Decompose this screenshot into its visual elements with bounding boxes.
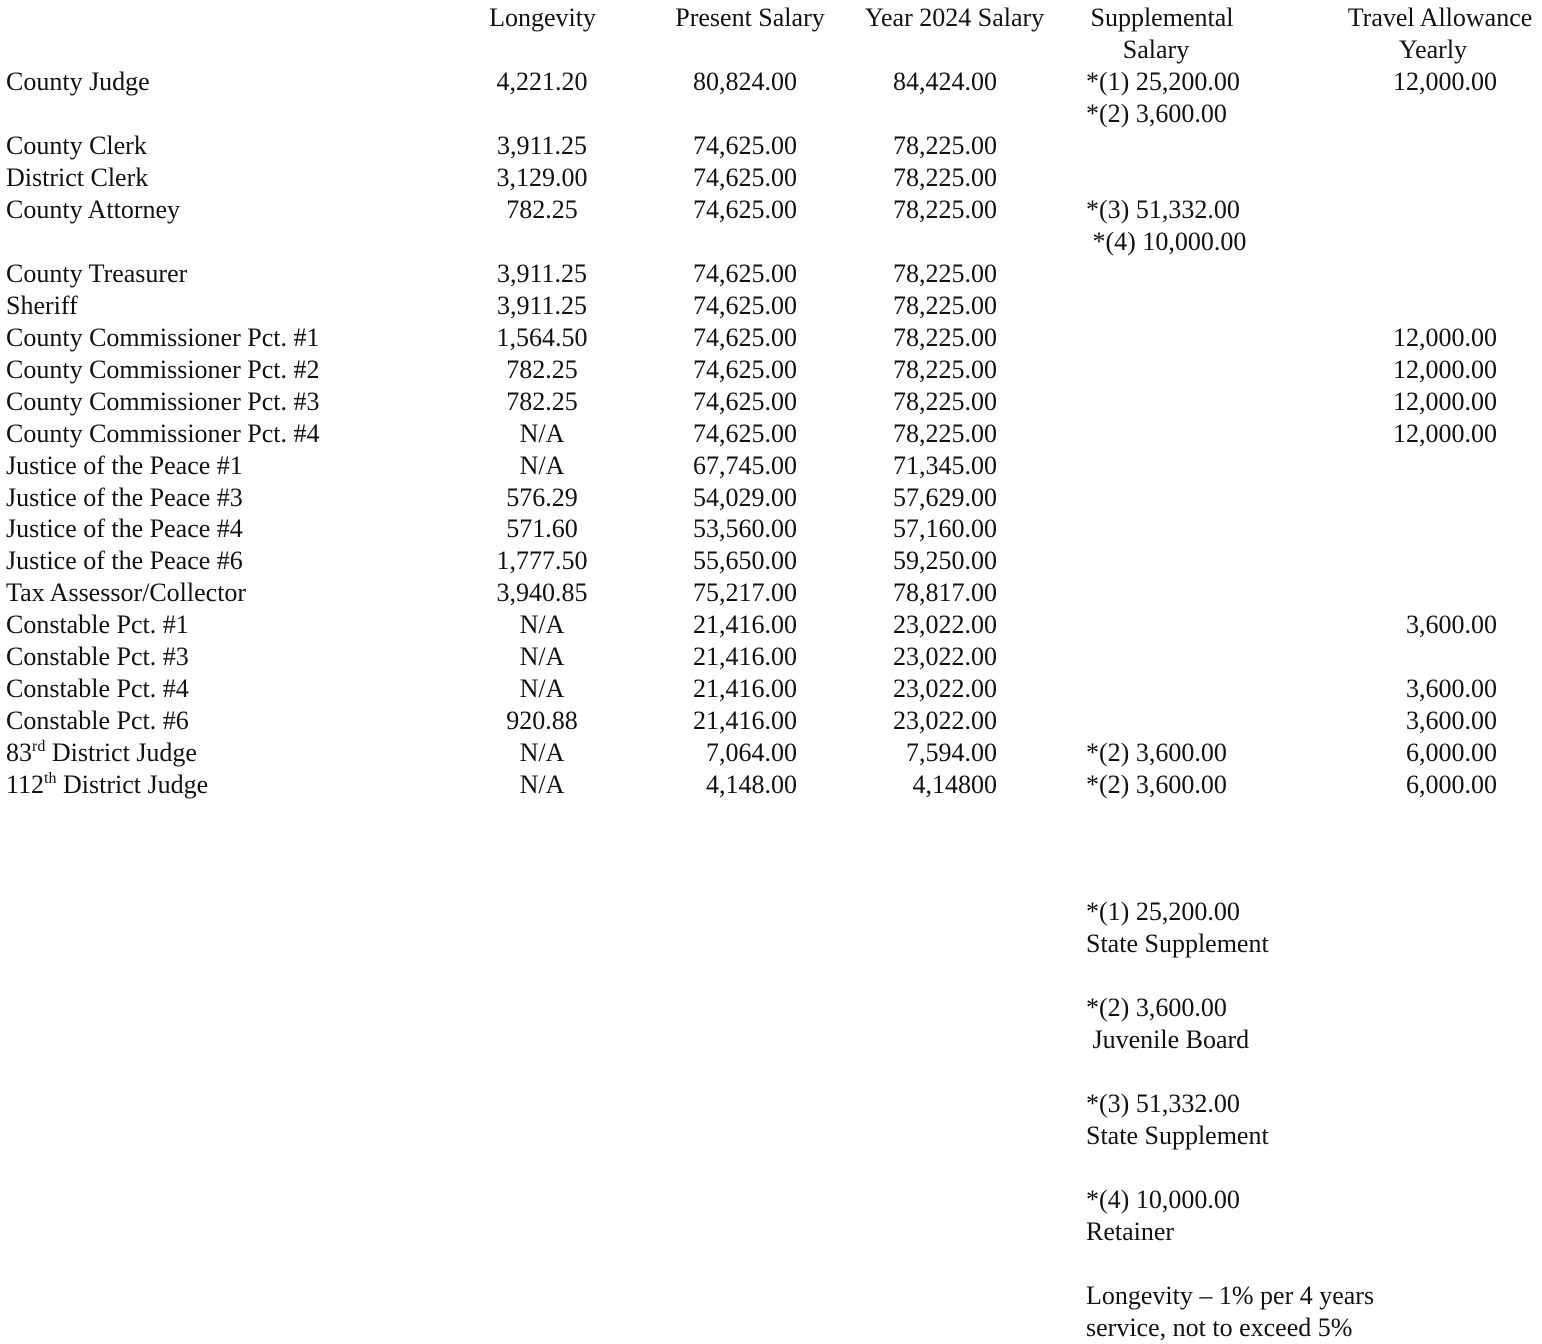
office-title: County Judge: [6, 67, 150, 96]
office-title: Constable Pct. #1: [6, 610, 189, 639]
present-salary-value: 67,745.00: [693, 451, 797, 480]
present-salary-value: 74,625.00: [693, 195, 797, 224]
travel-allowance-value: 6,000.00: [1406, 770, 1497, 799]
longevity-value: 1,777.50: [496, 546, 588, 575]
office-title: County Treasurer: [6, 259, 188, 288]
longevity-value: N/A: [519, 770, 565, 799]
header-travel-yearly: Yearly: [1398, 35, 1468, 64]
office-title: County Commissioner Pct. #4: [6, 419, 320, 448]
office-title: County Clerk: [6, 131, 147, 160]
year-2024-salary-value: 78,225.00: [893, 291, 997, 320]
office-title: County Commissioner Pct. #2: [6, 355, 320, 384]
office-title: Constable Pct. #6: [6, 706, 189, 735]
travel-allowance-value: 3,600.00: [1406, 706, 1497, 735]
travel-allowance-value: 12,000.00: [1393, 387, 1497, 416]
year-2024-salary-value: 78,225.00: [893, 355, 997, 384]
footnote-line: *(2) 3,600.00: [1086, 993, 1227, 1022]
office-title: [6, 769, 208, 801]
footnote-line: Juvenile Board: [1086, 1025, 1250, 1054]
year-2024-salary-value: 84,424.00: [893, 67, 997, 96]
longevity-value: 782.25: [506, 195, 578, 224]
present-salary-value: 4,148.00: [706, 770, 797, 799]
present-salary-value: 21,416.00: [693, 674, 797, 703]
year-2024-salary-value: 57,160.00: [893, 514, 997, 543]
title-rest: District Judge: [56, 770, 209, 799]
footnote-line: State Supplement: [1086, 929, 1269, 958]
travel-allowance-value: 3,600.00: [1406, 610, 1497, 639]
header-supplemental-salary: Salary: [1122, 35, 1190, 64]
longevity-value: 3,129.00: [496, 163, 588, 192]
year-2024-salary-value: 78,225.00: [893, 259, 997, 288]
year-2024-salary-value: 23,022.00: [893, 706, 997, 735]
year-2024-salary-value: 78,817.00: [893, 578, 997, 607]
office-title: Constable Pct. #4: [6, 674, 189, 703]
longevity-value: N/A: [519, 610, 565, 639]
footnote-line: Retainer: [1086, 1217, 1175, 1246]
supplemental-value: *(4) 10,000.00: [1086, 227, 1247, 256]
travel-allowance-value: 12,000.00: [1393, 67, 1497, 96]
longevity-value: 3,911.25: [496, 131, 588, 160]
year-2024-salary-value: 78,225.00: [893, 323, 997, 352]
year-2024-salary-value: 23,022.00: [893, 610, 997, 639]
year-2024-salary-value: 71,345.00: [893, 451, 997, 480]
office-title: County Attorney: [6, 195, 181, 224]
footnote-line: Longevity – 1% per 4 years: [1086, 1281, 1375, 1310]
header-year-2024-salary: Year 2024 Salary: [864, 3, 1045, 32]
travel-allowance-value: 12,000.00: [1393, 355, 1497, 384]
office-title: Justice of the Peace #4: [6, 514, 243, 543]
title-number: 83: [6, 738, 32, 767]
office-title: County Commissioner Pct. #1: [6, 323, 320, 352]
year-2024-salary-value: 7,594.00: [906, 738, 997, 767]
header-longevity: Longevity: [489, 3, 596, 32]
year-2024-salary-value: 4,14800: [912, 770, 997, 799]
header-supplemental: Supplemental: [1090, 3, 1234, 32]
present-salary-value: 54,029.00: [693, 483, 797, 512]
present-salary-value: 80,824.00: [693, 67, 797, 96]
longevity-value: N/A: [519, 674, 565, 703]
present-salary-value: 74,625.00: [693, 323, 797, 352]
longevity-value: 571.60: [506, 514, 578, 543]
present-salary-value: 74,625.00: [693, 259, 797, 288]
longevity-value: 576.29: [506, 483, 578, 512]
present-salary-value: 21,416.00: [693, 642, 797, 671]
present-salary-value: 74,625.00: [693, 419, 797, 448]
title-number: 112: [6, 770, 45, 799]
longevity-value: 782.25: [506, 387, 578, 416]
office-title: Constable Pct. #3: [6, 642, 189, 671]
office-title: County Commissioner Pct. #3: [6, 387, 320, 416]
present-salary-value: 74,625.00: [693, 163, 797, 192]
supplemental-value: *(3) 51,332.00: [1086, 195, 1240, 224]
travel-allowance-value: 3,600.00: [1406, 674, 1497, 703]
longevity-value: N/A: [519, 642, 565, 671]
longevity-value: 3,911.25: [496, 291, 588, 320]
year-2024-salary-value: 78,225.00: [893, 163, 997, 192]
title-rest: District Judge: [45, 738, 197, 767]
title-ordinal: rd: [32, 738, 46, 755]
header-travel-allowance: Travel Allowance: [1347, 3, 1533, 32]
present-salary-value: 7,064.00: [706, 738, 797, 767]
present-salary-value: 74,625.00: [693, 387, 797, 416]
longevity-value: 3,911.25: [496, 259, 588, 288]
present-salary-value: 74,625.00: [693, 355, 797, 384]
travel-allowance-value: 12,000.00: [1393, 419, 1497, 448]
present-salary-value: 74,625.00: [693, 291, 797, 320]
office-title: [6, 737, 197, 769]
footnote-line: *(4) 10,000.00: [1086, 1185, 1240, 1214]
travel-allowance-value: 12,000.00: [1393, 323, 1497, 352]
present-salary-value: 21,416.00: [693, 610, 797, 639]
supplemental-value: *(1) 25,200.00: [1086, 67, 1240, 96]
year-2024-salary-value: 78,225.00: [893, 419, 997, 448]
year-2024-salary-value: 78,225.00: [893, 195, 997, 224]
travel-allowance-value: 6,000.00: [1406, 738, 1497, 767]
present-salary-value: 21,416.00: [693, 706, 797, 735]
year-2024-salary-value: 78,225.00: [893, 387, 997, 416]
present-salary-value: 75,217.00: [693, 578, 797, 607]
office-title: Justice of the Peace #1: [6, 451, 243, 480]
longevity-value: 920.88: [506, 706, 578, 735]
supplemental-value: *(2) 3,600.00: [1086, 770, 1227, 799]
footnote-line: *(3) 51,332.00: [1086, 1089, 1240, 1118]
title-ordinal: th: [44, 770, 57, 787]
year-2024-salary-value: 78,225.00: [893, 131, 997, 160]
office-title: Tax Assessor/Collector: [6, 578, 247, 607]
longevity-value: 1,564.50: [496, 323, 588, 352]
year-2024-salary-value: 23,022.00: [893, 674, 997, 703]
footnote-line: service, not to exceed 5%: [1086, 1313, 1353, 1342]
year-2024-salary-value: 57,629.00: [893, 483, 997, 512]
footnote-line: *(1) 25,200.00: [1086, 897, 1240, 926]
longevity-value: 4,221.20: [496, 67, 588, 96]
footnote-line: State Supplement: [1086, 1121, 1269, 1150]
header-present-salary: Present Salary: [675, 3, 825, 32]
year-2024-salary-value: 59,250.00: [893, 546, 997, 575]
present-salary-value: 55,650.00: [693, 546, 797, 575]
longevity-value: N/A: [519, 738, 565, 767]
present-salary-value: 53,560.00: [693, 514, 797, 543]
longevity-value: N/A: [519, 419, 565, 448]
office-title: Sheriff: [6, 291, 78, 320]
longevity-value: 782.25: [506, 355, 578, 384]
office-title: Justice of the Peace #3: [6, 483, 243, 512]
supplemental-value: *(2) 3,600.00: [1086, 738, 1227, 767]
longevity-value: N/A: [519, 451, 565, 480]
office-title: District Clerk: [6, 163, 149, 192]
office-title: Justice of the Peace #6: [6, 546, 243, 575]
year-2024-salary-value: 23,022.00: [893, 642, 997, 671]
supplemental-value: *(2) 3,600.00: [1086, 99, 1227, 128]
present-salary-value: 74,625.00: [693, 131, 797, 160]
longevity-value: 3,940.85: [496, 578, 588, 607]
